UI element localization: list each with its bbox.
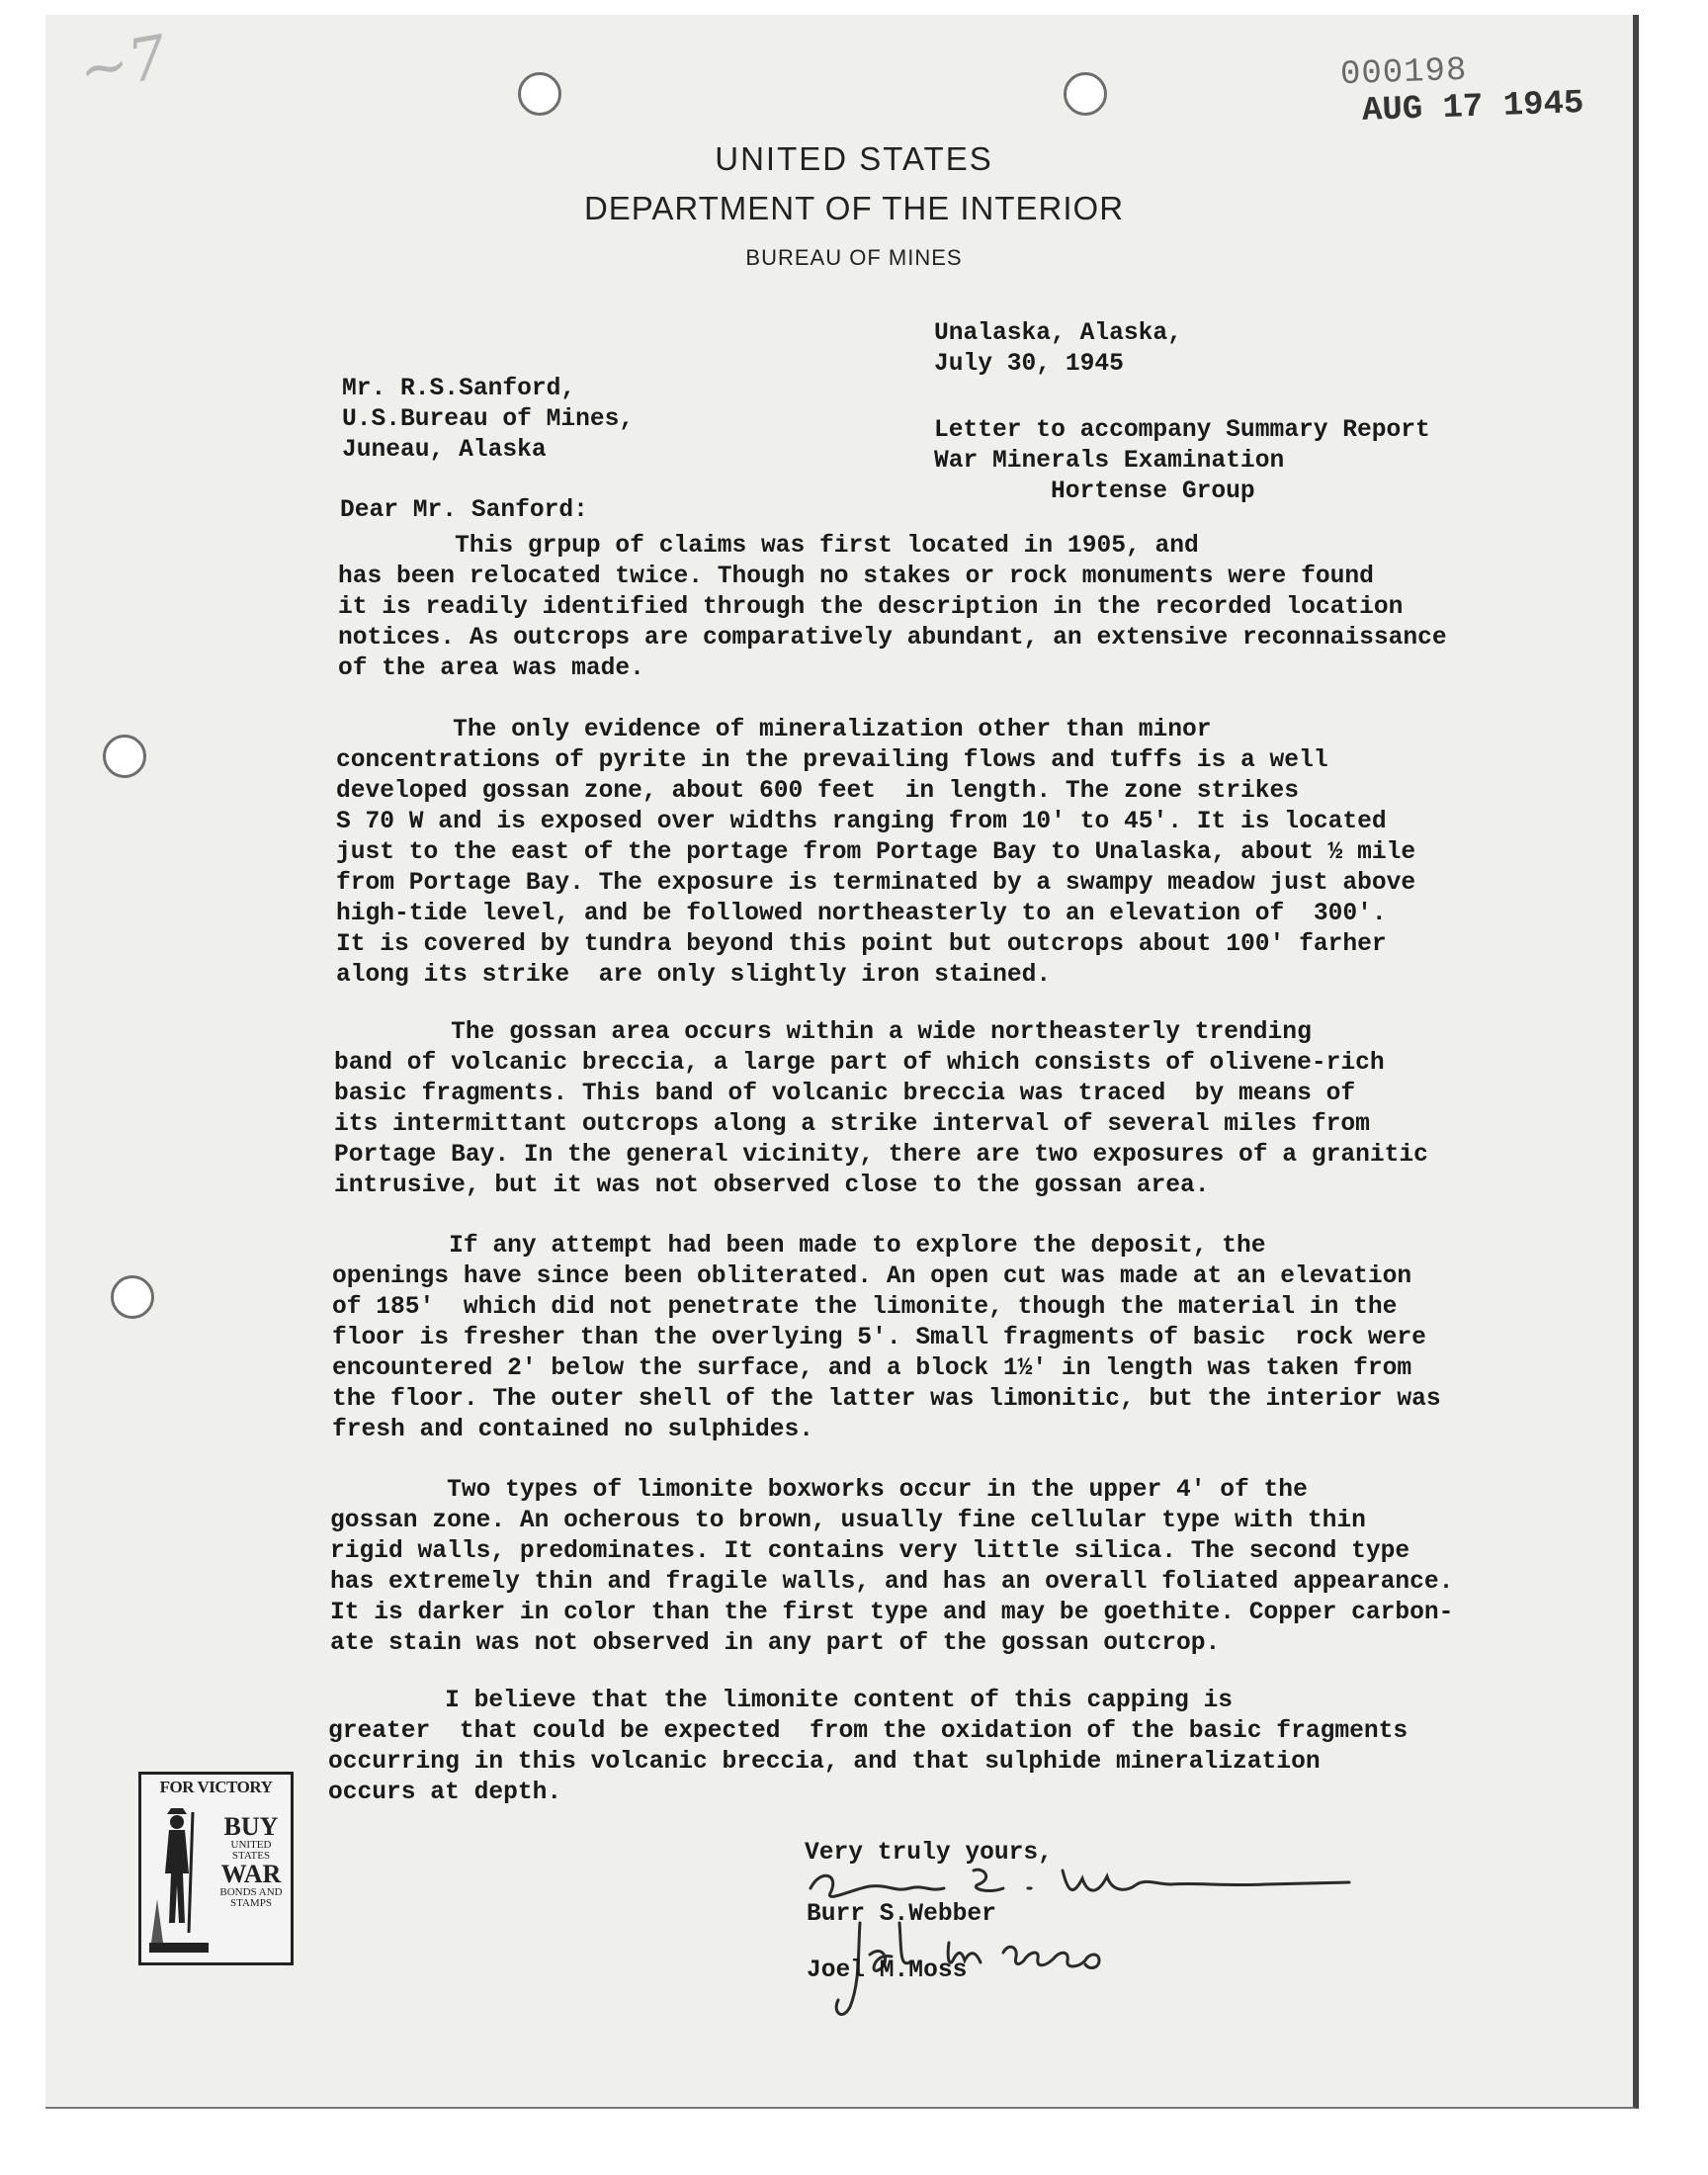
paragraph-line: If any attempt had been made to explore the deposit, the	[332, 1233, 1266, 1260]
punch-hole-top-right	[1064, 72, 1107, 116]
minuteman-icon	[149, 1804, 209, 1953]
paragraph-line: The gossan area occurs within a wide northeasterly trending	[334, 1019, 1312, 1046]
subject-block	[934, 415, 1430, 507]
subject-line-1: Letter to accompany Summary Report	[934, 417, 1430, 444]
paragraph-2	[336, 715, 1415, 991]
punch-hole-left-lower	[111, 1275, 154, 1319]
addressee-name: Mr. R.S.Sanford,	[342, 376, 576, 402]
addressee-city: Juneau, Alaska	[342, 437, 547, 464]
paragraph-line: gossan zone. An ocherous to brown, usually fine cellular type with thin	[330, 1508, 1366, 1534]
paragraph-line: This grpup of claims was first located in 1905, and	[338, 533, 1199, 560]
letterhead-line-1: UNITED STATES	[715, 140, 993, 177]
paragraph-line: concentrations of pyrite in the prevailing flows and tuffs is a well	[336, 747, 1328, 774]
paragraph-line: notices. As outcrops are comparatively abundant, an extensive reconnaissance	[338, 625, 1447, 652]
pencil-mark: ~7	[73, 22, 172, 107]
punch-hole-top-left	[518, 72, 561, 116]
paragraph-line: its intermittant outcrops along a strike interval of several miles from	[334, 1111, 1370, 1138]
paragraph-line: from Portage Bay. The exposure is terminated by a swampy meadow just above	[336, 870, 1416, 897]
poster-united-states: UNITED STATES	[230, 1839, 272, 1862]
paragraph-line: It is covered by tundra beyond this point but outcrops about 100' farher	[336, 931, 1387, 958]
paragraph-line: encountered 2' below the surface, and a block 1½' in length was taken from	[332, 1355, 1412, 1382]
paragraph-line: greater that could be expected from the oxidation of the basic fragments	[328, 1718, 1409, 1745]
poster-buy: BUY	[223, 1812, 279, 1841]
addressee-org: U.S.Bureau of Mines,	[342, 406, 635, 433]
signer-2-name: Joel M.Moss	[807, 1958, 968, 1984]
paragraph-4	[332, 1231, 1441, 1445]
paragraph-line: Portage Bay. In the general vicinity, there are two exposures of a granitic	[334, 1142, 1428, 1169]
paragraph-line: has extremely thin and fragile walls, and has an overall foliated appearance.	[330, 1569, 1454, 1596]
closing: Very truly yours,	[805, 1840, 1053, 1867]
paragraph-line: of the area was made.	[338, 655, 644, 682]
paragraph-line: it is readily identified through the description in the recorded location	[338, 594, 1404, 621]
paragraph-line: has been relocated twice. Though no stakes or rock monuments were found	[338, 564, 1374, 590]
paragraph-line: intrusive, but it was not observed close to the gossan area.	[334, 1173, 1210, 1199]
paragraph-1	[338, 531, 1447, 684]
paragraph-5	[330, 1475, 1453, 1659]
paragraph-line: high-tide level, and be followed northeasterly to an elevation of 300'.	[336, 901, 1387, 927]
paragraph-line: The only evidence of mineralization other than minor	[336, 717, 1212, 743]
paragraph-line: just to the east of the portage from Portage Bay to Unalaska, about ½ mile	[336, 839, 1416, 866]
paragraph-line: floor is fresher than the overlying 5'. Small fragments of basic rock were	[332, 1325, 1426, 1351]
poster-text	[213, 1814, 290, 1909]
paragraph-line: S 70 W and is exposed over widths ranging from 10' to 45'. It is located	[336, 809, 1387, 835]
salutation: Dear Mr. Sanford:	[340, 497, 588, 524]
signer-1-name: Burr S.Webber	[807, 1901, 996, 1928]
letterhead-line-2: DEPARTMENT OF THE INTERIOR	[583, 190, 1125, 226]
paragraph-3	[334, 1017, 1428, 1201]
received-date-stamp: AUG 17 1945	[1361, 85, 1585, 130]
paragraph-line: openings have since been obliterated. An open cut was made at an elevation	[332, 1263, 1412, 1290]
paragraph-6	[328, 1686, 1408, 1808]
paragraph-line: Two types of limonite boxworks occur in the upper 4' of the	[330, 1477, 1308, 1504]
paragraph-line: rigid walls, predominates. It contains very little silica. The second type	[330, 1538, 1410, 1565]
poster-for-victory: FOR VICTORY	[159, 1778, 273, 1796]
subject-line-3: Hortense Group	[1051, 478, 1255, 505]
paragraph-line: developed gossan zone, about 600 feet in length. The zone strikes	[336, 778, 1300, 805]
paragraph-line: band of volcanic breccia, a large part of which consists of olivene-rich	[334, 1050, 1385, 1077]
paragraph-line: the floor. The outer shell of the latter was limonitic, but the interior was	[332, 1386, 1441, 1413]
place-and-date	[934, 318, 1182, 380]
war-bonds-poster	[138, 1772, 294, 1965]
addressee-block	[342, 374, 634, 466]
place-line: Unalaska, Alaska,	[934, 320, 1182, 347]
paragraph-line: occurs at depth.	[328, 1780, 562, 1806]
punch-hole-left-upper	[103, 735, 146, 778]
subject-line-2: War Minerals Examination	[934, 448, 1285, 475]
paragraph-line: I believe that the limonite content of this capping is	[328, 1688, 1234, 1714]
paragraph-line: ate stain was not observed in any part of the gossan outcrop.	[330, 1630, 1221, 1657]
paragraph-line: of 185' which did not penetrate the limonite, though the material in the	[332, 1294, 1398, 1321]
archive-number-stamp: 000198	[1339, 51, 1469, 95]
poster-war: WAR	[220, 1860, 282, 1888]
paragraph-line: fresh and contained no sulphides.	[332, 1417, 814, 1443]
letterhead-line-3: BUREAU OF MINES	[745, 245, 963, 270]
poster-bonds-stamps: BONDS AND STAMPS	[219, 1886, 283, 1909]
date-line: July 30, 1945	[934, 351, 1124, 378]
paragraph-line: along its strike are only slightly iron stained.	[336, 962, 1052, 989]
paragraph-line: It is darker in color than the first type and may be goethite. Copper carbon-	[330, 1600, 1454, 1626]
paragraph-line: basic fragments. This band of volcanic breccia was traced by means of	[334, 1081, 1356, 1107]
paragraph-line: occurring in this volcanic breccia, and that sulphide mineralization	[328, 1749, 1321, 1776]
